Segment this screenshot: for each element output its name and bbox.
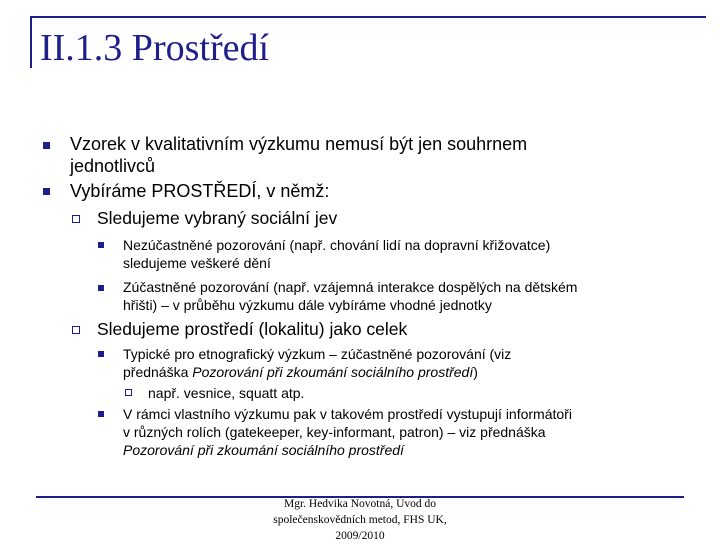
bullet-2-1-1: Nezúčastněné pozorování (např. chování lidí na dopravní křižovatce) sledujeme veškeré dění <box>123 237 551 271</box>
bullet-square <box>98 285 104 291</box>
bullet-2: Vybíráme PROSTŘEDÍ, v němž: <box>70 181 330 201</box>
bullet-2-1-2: Zúčastněné pozorování (např. vzájemná interakce dospělých na dětském hřišti) – v průběhu výzkumu dále vybíráme vhodné jednotky <box>123 279 578 313</box>
slide-footer: Mgr. Hedvika Novotná, Úvod do společenskovědních metod, FHS UK, 2009/2010 <box>273 498 447 542</box>
bullet-2-2: Sledujeme prostředí (lokalitu) jako celek <box>97 319 408 339</box>
bullet-2-2-2: V rámci vlastního výzkumu pak v takovém prostředí vystupují informátoři v různých rolích (gatekeeper, key-informant, patron) – viz přednáška Pozorování při zkoumání sociálního prostředí <box>123 406 572 458</box>
bullet-hollow-square <box>72 215 80 223</box>
bullet-hollow-square <box>72 326 80 334</box>
bullet-hollow-square <box>125 389 132 396</box>
bullet-square <box>43 142 50 149</box>
title-frame-left <box>30 16 32 68</box>
bullet-square <box>98 242 104 248</box>
bullet-2-2-1: Typické pro etnografický výzkum – zúčastněné pozorování (viz přednáška Pozorování při zkoumání sociálního prostředí) <box>123 346 512 380</box>
bullet-square <box>43 188 50 195</box>
title-frame-top <box>30 16 706 18</box>
bullet-2-1: Sledujeme vybraný sociální jev <box>97 208 338 228</box>
bullet-1: Vzorek v kvalitativním výzkumu nemusí být jen souhrnem jednotlivců <box>70 134 528 176</box>
bullet-square <box>98 411 104 417</box>
bullet-square <box>98 351 104 357</box>
slide-title: II.1.3 Prostředí <box>40 27 270 69</box>
bullet-2-2-1-1: např. vesnice, squatt atp. <box>148 385 305 401</box>
